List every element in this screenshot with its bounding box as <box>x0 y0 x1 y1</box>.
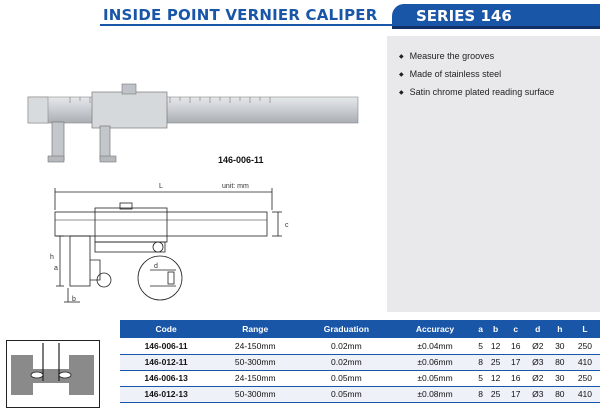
series-label: SERIES 146 <box>416 7 512 25</box>
col-header: b <box>486 320 506 338</box>
dim-label-c: c <box>285 222 289 229</box>
table-row <box>120 338 600 354</box>
cell-code: 146-012-11 <box>120 354 212 370</box>
cell-a: 5 <box>478 373 483 383</box>
feature-item: ◆ Satin chrome plated reading surface <box>399 84 600 102</box>
cell-h: 30 <box>555 373 565 383</box>
dim-label-b: b <box>72 296 76 303</box>
col-header: h <box>550 320 570 338</box>
cell-L: 410 <box>570 386 600 402</box>
groove-section-detail <box>6 340 100 408</box>
cell-c: 17 <box>506 354 526 370</box>
series-tab <box>392 4 600 28</box>
cell-c: 16 <box>510 340 521 351</box>
cell-accuracy: ±0.05mm <box>417 373 453 383</box>
cell-b: 25 <box>486 354 506 370</box>
dim-label-h: h <box>50 254 54 261</box>
cell-c: 16 <box>510 373 521 383</box>
caliper-product-image <box>0 30 380 190</box>
cell-range: 50-300mm <box>212 354 298 370</box>
technical-drawing <box>0 170 380 320</box>
cell-b: 12 <box>490 373 501 383</box>
cell-a: 8 <box>476 354 486 370</box>
cell-L: 250 <box>577 340 593 351</box>
cell-range: 50-300mm <box>212 386 298 402</box>
dim-label-d: d <box>154 263 158 270</box>
feature-list <box>387 36 600 102</box>
col-header: Range <box>212 320 298 338</box>
col-header: L <box>570 320 600 338</box>
col-header: a <box>476 320 486 338</box>
col-header: Code <box>120 320 212 338</box>
cell-a: 8 <box>476 386 486 402</box>
cell-a: 5 <box>478 340 483 351</box>
col-header: c <box>506 320 526 338</box>
cell-L: 250 <box>577 373 593 383</box>
table-header-row <box>120 320 600 338</box>
cell-b: 12 <box>490 340 501 351</box>
page-title: INSIDE POINT VERNIER CALIPER <box>103 6 378 24</box>
cell-accuracy: ±0.06mm <box>394 354 475 370</box>
cell-b: 25 <box>486 386 506 402</box>
header-accent-bar <box>392 26 600 29</box>
cell-range: 24-150mm <box>234 373 276 383</box>
cell-graduation: 0.05mm <box>298 386 394 402</box>
table-row <box>120 354 600 370</box>
cell-code: 146-006-13 <box>144 373 188 383</box>
cell-code: 146-012-13 <box>120 386 212 402</box>
col-header: Graduation <box>298 320 394 338</box>
cell-h: 80 <box>550 354 570 370</box>
features-panel <box>387 36 600 312</box>
cell-d: Ø3 <box>526 386 550 402</box>
cell-graduation: 0.05mm <box>331 373 362 383</box>
feature-item: ◆ Measure the grooves <box>399 48 600 66</box>
col-header: d <box>526 320 550 338</box>
unit-label: unit: mm <box>222 183 249 190</box>
cell-d: Ø2 <box>532 340 544 351</box>
dim-label-L: L <box>159 183 163 190</box>
cell-d: Ø3 <box>526 354 550 370</box>
dim-label-a: a <box>54 265 58 272</box>
cell-graduation: 0.02mm <box>331 340 362 351</box>
cell-c: 17 <box>506 386 526 402</box>
cell-code: 146-006-11 <box>144 340 188 351</box>
cell-accuracy: ±0.04mm <box>417 340 453 351</box>
cell-h: 30 <box>555 340 565 351</box>
cell-graduation: 0.02mm <box>298 354 394 370</box>
col-header: Accuracy <box>394 320 475 338</box>
cell-h: 80 <box>550 386 570 402</box>
cell-accuracy: ±0.08mm <box>394 386 475 402</box>
table-row <box>120 386 600 402</box>
spec-table <box>120 320 600 403</box>
header-rule <box>100 24 398 26</box>
cell-L: 410 <box>570 354 600 370</box>
feature-item: ◆ Made of stainless steel <box>399 66 600 84</box>
cell-range: 24-150mm <box>234 340 276 351</box>
cell-d: Ø2 <box>532 373 544 383</box>
table-row <box>120 370 600 386</box>
model-label: 146-006-11 <box>218 155 264 165</box>
